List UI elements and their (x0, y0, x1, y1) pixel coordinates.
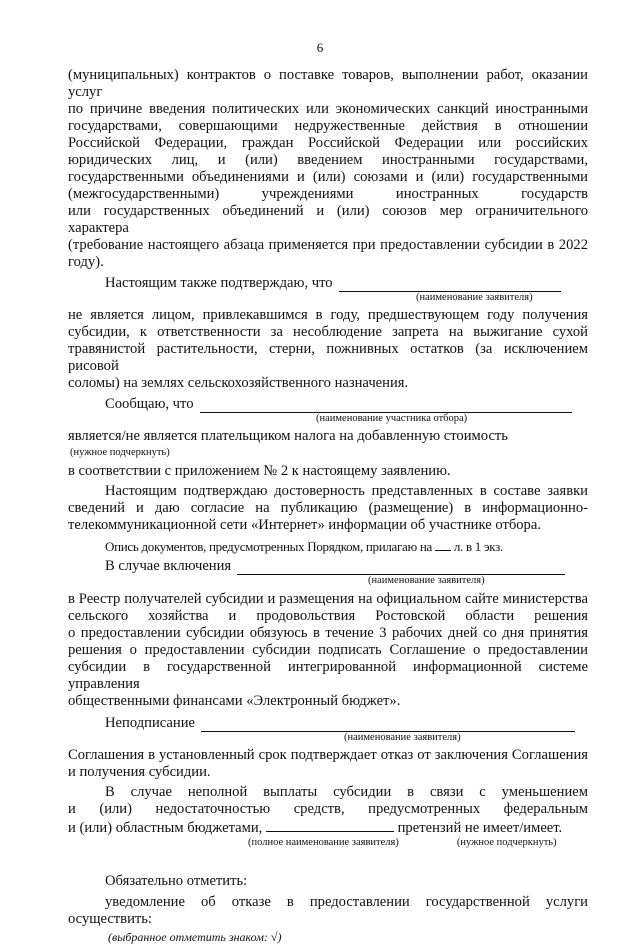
inclusion-applicant-field[interactable] (237, 560, 565, 575)
inform-row (68, 396, 588, 413)
text-line: травянистой растительности, стерни, пожнивных остатков (за исключением рисовой (68, 341, 588, 374)
participant-name-field[interactable] (200, 398, 572, 413)
text-line: Настоящим подтверждаю достоверность представленных в составе заявки (105, 483, 588, 499)
sheet-count-field[interactable] (435, 537, 451, 551)
text-line: (муниципальных) контрактов о поставке товаров, выполнении работ, оказании услуг (68, 67, 588, 100)
text-line: В случае неполной выплаты субсидии в связи с уменьшением (105, 784, 588, 800)
text-line: о предоставлении субсидии обязуюсь в течение 3 рабочих дней со дня принятия (68, 625, 588, 641)
paragraph-refusal (68, 747, 588, 781)
text-line: в Реестр получателей субсидии и размещения на официальном сайте министерства (68, 591, 588, 607)
inclusion-label: В случае включения (105, 558, 232, 574)
nonsign-row (68, 715, 588, 732)
text-line: решения о предоставлении субсидии подписать Соглашение о предоставлении (68, 642, 588, 658)
text-line: сведений и даю согласие на публикацию (размещение) в информационно- (68, 500, 588, 516)
text-line: соломы) на землях сельскохозяйственного назначения. (68, 375, 409, 391)
vat-line: является/не является плательщиком налога на добавленную стоимость (68, 428, 508, 444)
confirm-row (68, 275, 588, 292)
text-line: не является лицом, привлекавшимся в году, предшествующем году получения (68, 307, 588, 323)
budget-label: и (или) областным бюджетами, (68, 820, 263, 836)
text-line: Соглашения в установленный срок подтверждает отказ от заключения Соглашения (68, 747, 588, 763)
paragraph-underpayment (68, 784, 588, 837)
inclusion-caption: (наименование заявителя) (368, 575, 485, 586)
text-line: (межгосударственными) учреждениями иностранных государств (68, 186, 588, 202)
appendix-line: в соответствии с приложением № 2 к настоящему заявлению. (68, 463, 451, 479)
claims-label: претензий не имеет/имеет. (397, 820, 563, 836)
text-line: Российской Федерации, граждан Российской Федерации или российских (68, 135, 588, 151)
applicant-caption: (наименование заявителя) (416, 292, 533, 303)
inventory-line (68, 537, 588, 555)
text-line: и получения субсидии. (68, 764, 211, 780)
text-line: телекоммуникационной сети «Интернет» информации об участнике отбора. (68, 517, 541, 533)
text-line: государствами, совершающими недружественные действия в отношении (68, 118, 588, 134)
checkmark-note: (выбранное отметить знаком: √) (108, 930, 282, 944)
nonsign-applicant-field[interactable] (201, 717, 575, 732)
text-line: субсидии в государственной интегрированной информационной системе управления (68, 659, 588, 692)
inventory-label: Опись документов, предусмотренных Порядком, прилагаю на (105, 539, 433, 554)
text-line: году). (68, 254, 104, 270)
full-name-caption: (полное наименование заявителя) (248, 837, 399, 848)
notice-last-line: осуществить: (68, 911, 152, 927)
paragraph-burning (68, 307, 588, 392)
notice-line: уведомление об отказе в предоставлении государственной услуги (105, 894, 588, 910)
paragraph-registry (68, 591, 588, 710)
text-line: или государственных объединений и (или) союзов мер ограничительного характера (68, 203, 588, 236)
inventory-suffix: л. в 1 экз. (453, 539, 503, 554)
must-note: Обязательно отметить: (105, 873, 248, 889)
text-line: юридических лиц, и (или) введением иностранными государствами, (68, 152, 588, 168)
text-line: общественными финансами «Электронный бюджет». (68, 693, 401, 709)
document-body (68, 67, 588, 946)
inclusion-row (68, 558, 588, 575)
page-number: 6 (316, 40, 324, 55)
text-line: и (или) недостаточностью средств, предусмотренных федеральным (68, 801, 588, 817)
text-line: (требование настоящего абзаца применяется при предоставлении субсидии в 2022 (68, 237, 588, 253)
text-line: субсидии, к ответственности за несоблюдение запрета на выжигание сухой (68, 324, 588, 340)
confirm-label: Настоящим также подтверждаю, что (105, 275, 333, 291)
paragraph-sanctions (68, 67, 588, 271)
full-applicant-name-field[interactable] (266, 818, 394, 832)
inform-label: Сообщаю, что (105, 396, 194, 412)
applicant-name-field[interactable] (339, 277, 561, 292)
nonsign-caption: (наименование заявителя) (344, 732, 461, 743)
text-line: по причине введения политических или экономических санкций иностранными (68, 101, 588, 117)
underline-caption-2: (нужное подчеркнуть) (456, 837, 557, 848)
underpayment-captions (68, 837, 588, 849)
participant-caption: (наименование участника отбора) (316, 413, 468, 424)
text-line: государственными объединениями и (или) союзами и (или) государственными (68, 169, 588, 185)
underline-caption: (нужное подчеркнуть) (70, 447, 170, 458)
text-line: сельского хозяйства и продовольствия Ростовской области решения (68, 608, 588, 624)
nonsign-label: Неподписание (105, 715, 195, 731)
paragraph-consent (68, 483, 588, 534)
text-line (68, 818, 588, 837)
